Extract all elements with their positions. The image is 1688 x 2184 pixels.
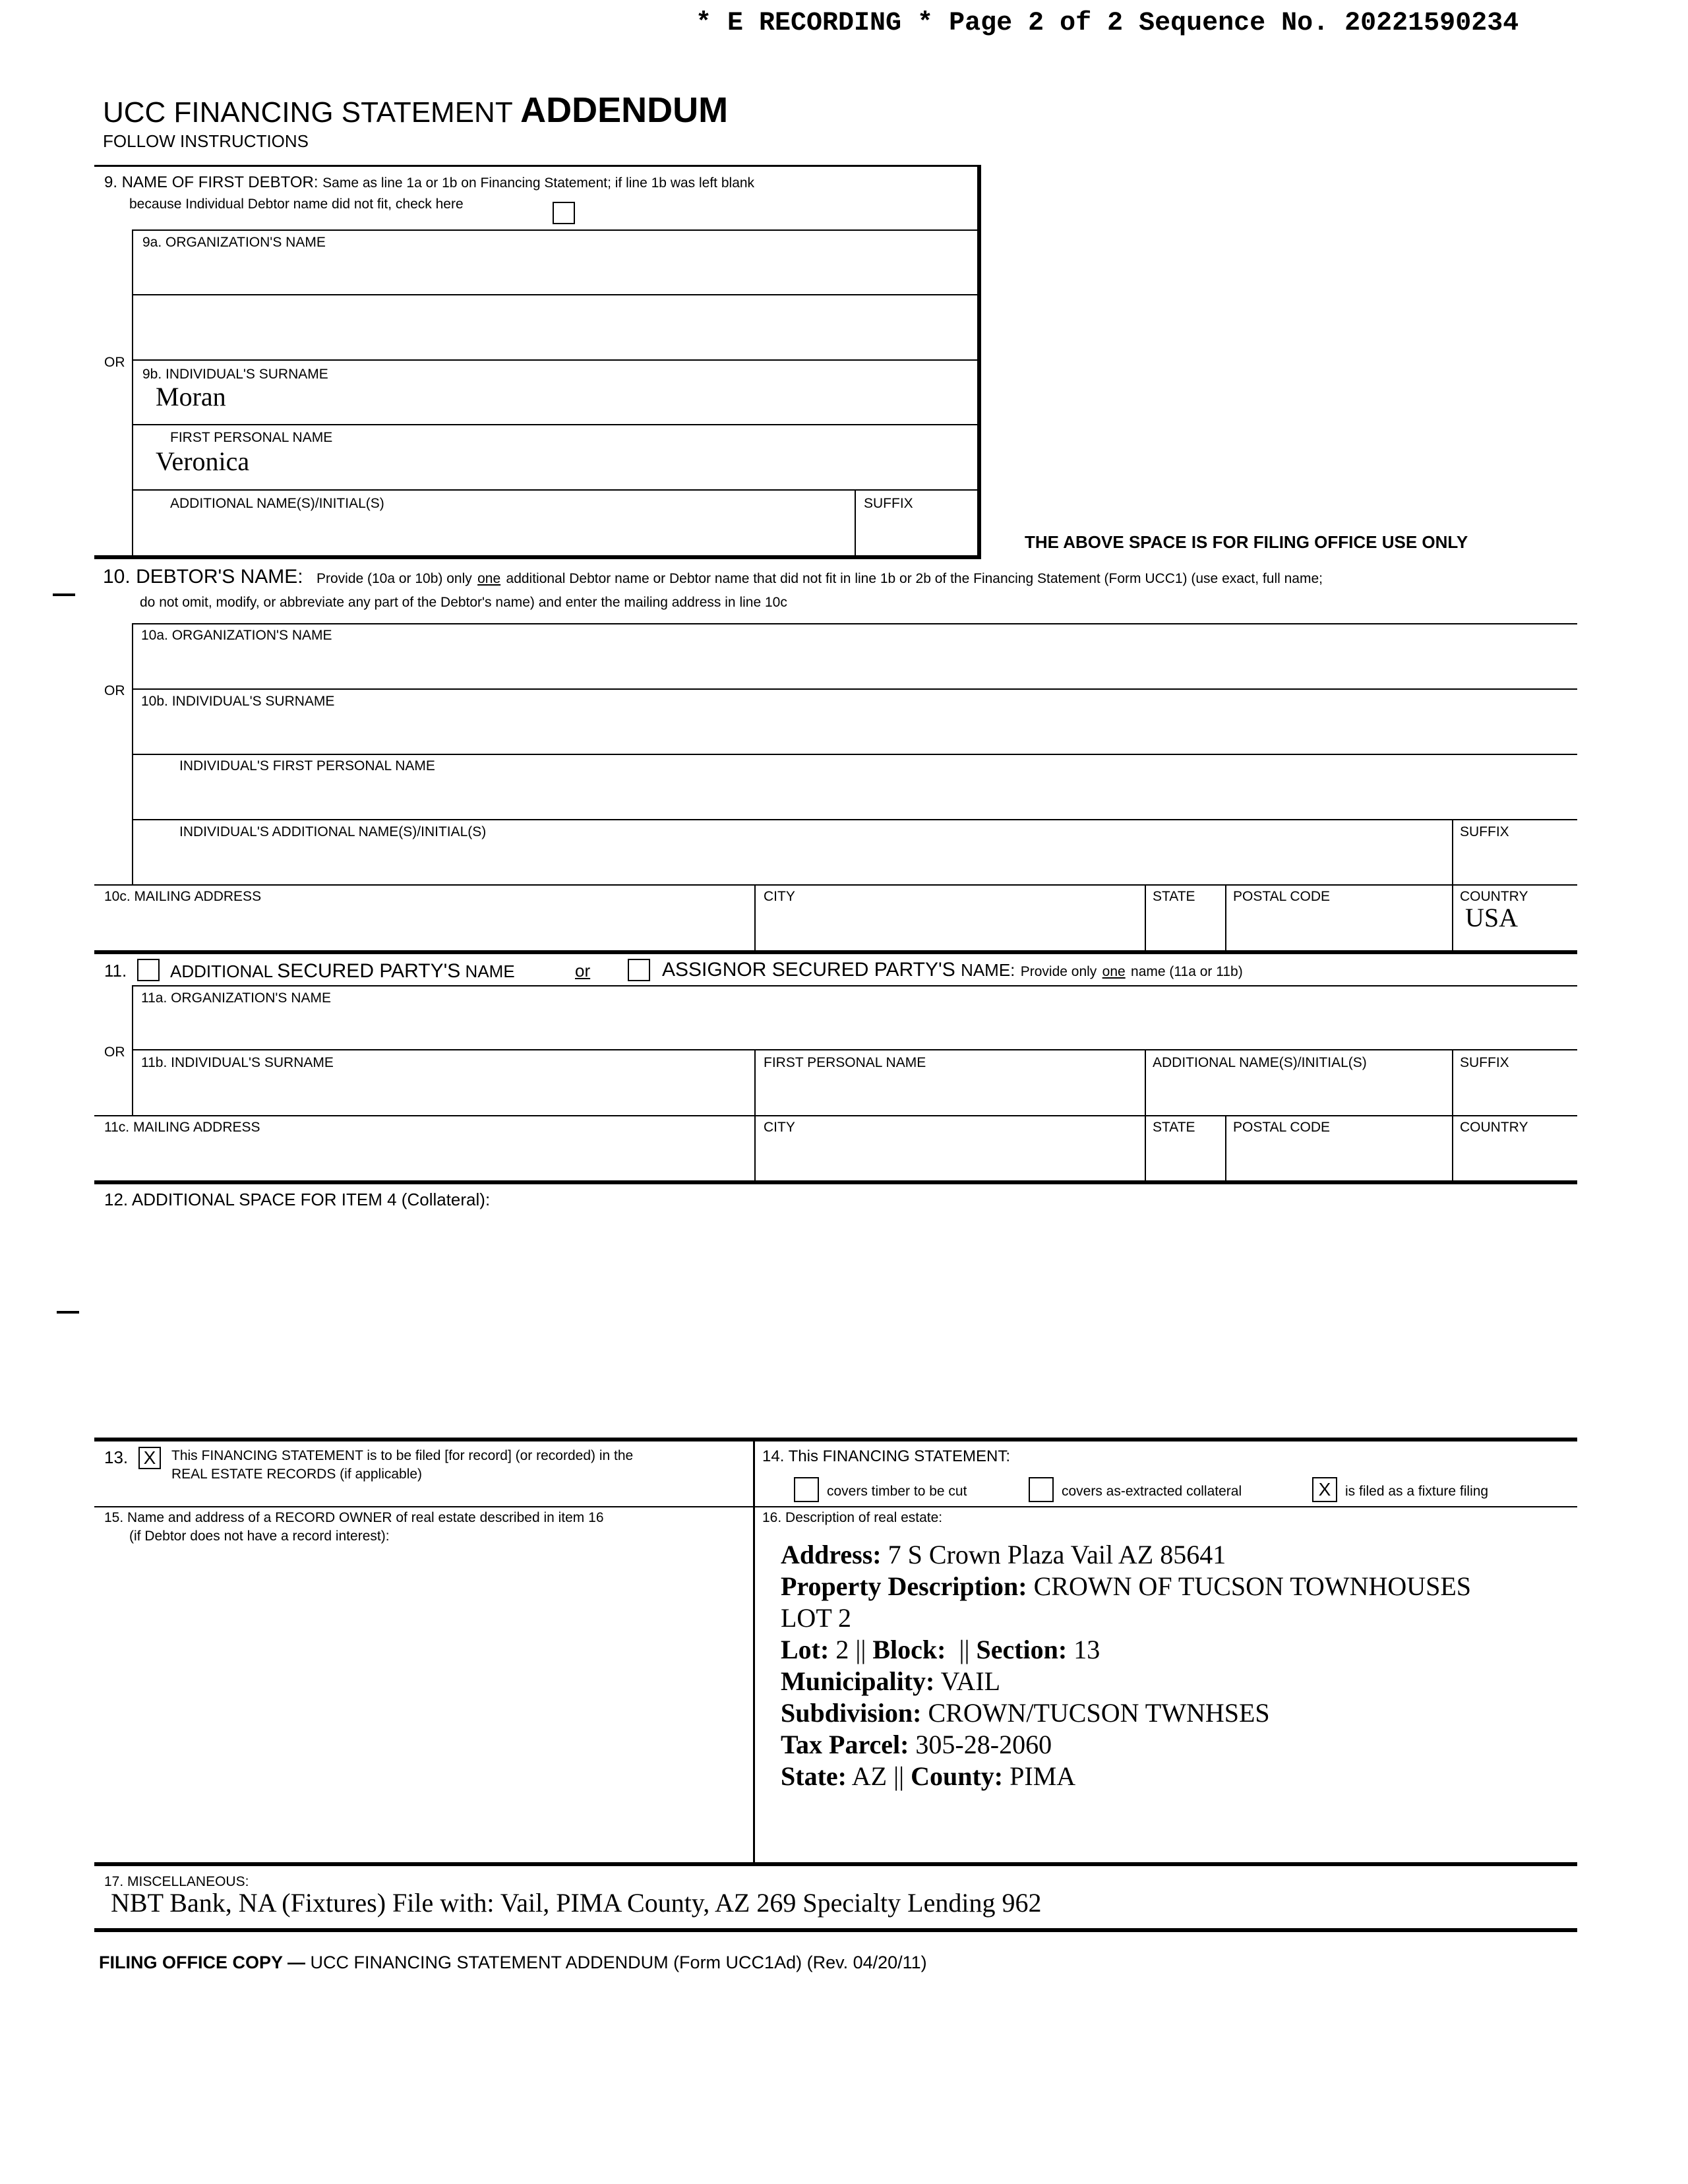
item16-municipality-line (781, 1666, 1000, 1697)
item9a-label: 9a. ORGANIZATION'S NAME (142, 235, 326, 250)
item11-assignor-a: ASSIGNOR SECURED PARTY'S (662, 959, 955, 981)
item11-or: or (575, 961, 591, 981)
item10-first-input[interactable] (179, 778, 1564, 811)
margin-tick (57, 1311, 79, 1314)
item16-block-value: || (952, 1635, 970, 1664)
item9-suffix-label: SUFFIX (864, 496, 913, 511)
form-title (103, 91, 728, 130)
item9-first-value[interactable]: Veronica (156, 446, 250, 476)
item10-heading (103, 566, 1323, 588)
item14-fixture-checkbox[interactable]: X (1312, 1477, 1337, 1502)
item17-label: 17. MISCELLANEOUS: (104, 1874, 249, 1889)
item16-property-line2: LOT 2 (781, 1603, 852, 1633)
item9-heading-rest: Same as line 1a or 1b on Financing Statement; if line 1b was left blank (322, 175, 755, 191)
item10-additional-label: INDIVIDUAL'S ADDITIONAL NAME(S)/INITIAL(S) (179, 824, 487, 839)
item10c-label: 10c. MAILING ADDRESS (104, 889, 262, 904)
item16-subdivision-line (781, 1697, 1270, 1728)
item13-checkbox[interactable]: X (138, 1447, 161, 1469)
recording-header: * E RECORDING * Page 2 of 2 Sequence No. 20221590234 (696, 9, 1519, 38)
item16-property-label: Property Description: (781, 1571, 1027, 1601)
item11a-input[interactable] (141, 1010, 1565, 1043)
item11-additional-label (170, 960, 515, 982)
item15-record-owner-area[interactable] (104, 1551, 744, 1854)
item16-county-value: PIMA (1010, 1761, 1076, 1791)
item12-label (104, 1190, 490, 1209)
item10-num: 10. (103, 566, 131, 588)
item11-city-label: CITY (764, 1120, 795, 1135)
item10-heading-b: additional Debtor name or Debtor name that did not fit in line 1b or 2b of the Financing Statement (Form UCC1) (use exact, full name; (506, 571, 1323, 586)
item16-state-county-line (781, 1761, 1075, 1792)
item16-section-label: Section: (976, 1635, 1068, 1664)
item11-country-label: COUNTRY (1460, 1120, 1528, 1135)
item16-municipality-value: VAIL (940, 1666, 1000, 1696)
item11-assignor-b: NAME: (961, 960, 1015, 980)
item11-provide-one: one (1102, 964, 1126, 979)
item11-suffix-label: SUFFIX (1460, 1055, 1509, 1070)
form-title-main: ADDENDUM (520, 90, 729, 130)
item10-postal-label: POSTAL CODE (1233, 889, 1331, 904)
item17-value[interactable]: NBT Bank, NA (Fixtures) File with: Vail, PIMA County, AZ 269 Specialty Lending 962 (111, 1888, 1042, 1918)
item11-state-label: STATE (1153, 1120, 1195, 1135)
item16-address-line (781, 1539, 1226, 1570)
item9-additional-label: ADDITIONAL NAME(S)/INITIAL(S) (170, 496, 384, 511)
item9-heading-num: 9. NAME OF FIRST DEBTOR: (104, 173, 318, 191)
item16-municipality-label: Municipality: (781, 1666, 935, 1696)
item10-heading-one: one (477, 571, 501, 586)
item10a-input[interactable] (141, 649, 1565, 682)
item12-collateral-area[interactable] (104, 1220, 1568, 1431)
item11-additional-b: SECURED PARTY'S (277, 960, 461, 982)
item10-city-label: CITY (764, 889, 795, 904)
form-title-prefix: UCC FINANCING STATEMENT (103, 96, 512, 129)
item16-tax-line (781, 1729, 1052, 1760)
item10b-label: 10b. INDIVIDUAL'S SURNAME (141, 694, 335, 709)
item16-state-value: AZ || (851, 1761, 905, 1791)
item14-opt3: is filed as a fixture filing (1345, 1484, 1489, 1499)
footer-rest: UCC FINANCING STATEMENT ADDENDUM (Form UCC1Ad) (Rev. 04/20/11) (310, 1953, 927, 1972)
item11-additional-checkbox[interactable] (137, 959, 160, 981)
item10-state-label: STATE (1153, 889, 1195, 904)
item13-num: 13. (104, 1447, 129, 1467)
item11-provide-b: name (11a or 11b) (1131, 964, 1243, 979)
item10-first-label: INDIVIDUAL'S FIRST PERSONAL NAME (179, 758, 435, 774)
item16-section-value: 13 (1073, 1635, 1100, 1664)
item16-tax-value: 305-28-2060 (915, 1730, 1052, 1759)
item9-first-label: FIRST PERSONAL NAME (170, 430, 333, 445)
item11-assignor-checkbox[interactable] (628, 959, 650, 981)
form-footer (99, 1953, 927, 1973)
item9b-label: 9b. INDIVIDUAL'S SURNAME (142, 367, 328, 382)
item10-heading-big: DEBTOR'S NAME: (136, 566, 303, 588)
item10-heading-line2: do not omit, modify, or abbreviate any part of the Debtor's name) and enter the mailing address in line 10c (140, 595, 787, 610)
item11b-label: 11b. INDIVIDUAL'S SURNAME (141, 1055, 334, 1070)
item14-timber-checkbox[interactable] (794, 1477, 819, 1502)
item14-asextracted-checkbox[interactable] (1029, 1477, 1054, 1502)
item16-block-label: Block: (872, 1635, 946, 1664)
item10-suffix-label: SUFFIX (1460, 824, 1509, 839)
item13-text-line2: REAL ESTATE RECORDS (if applicable) (171, 1467, 423, 1482)
item9a-continuation[interactable] (142, 301, 967, 353)
filing-office-use-note: THE ABOVE SPACE IS FOR FILING OFFICE USE ONLY (1025, 532, 1468, 552)
item10-country-value[interactable]: USA (1465, 903, 1519, 932)
item16-subdivision-label: Subdivision: (781, 1698, 922, 1728)
item12-label-a: 12. ADDITIONAL SPACE FOR ITEM 4 (104, 1190, 397, 1209)
item13-text-line1: This FINANCING STATEMENT is to be filed [for record] (or recorded) in the (171, 1448, 634, 1463)
item9-or: OR (104, 355, 125, 370)
item9-checkbox[interactable] (553, 202, 575, 224)
item14-label: 14. This FINANCING STATEMENT: (762, 1447, 1011, 1465)
item11-postal-label: POSTAL CODE (1233, 1120, 1331, 1135)
item11-provide-a: Provide only (1020, 964, 1097, 979)
item16-lot-line (781, 1634, 1100, 1665)
item11-first-label: FIRST PERSONAL NAME (764, 1055, 926, 1070)
item16-property-value: CROWN OF TUCSON TOWNHOUSES (1033, 1571, 1472, 1601)
item11-or-label: OR (104, 1045, 125, 1060)
item11c-label: 11c. MAILING ADDRESS (104, 1120, 260, 1135)
item11-additional-c: NAME (465, 961, 515, 981)
item16-address-label: Address: (781, 1540, 882, 1569)
item16-subdivision-value: CROWN/TUCSON TWNHSES (928, 1698, 1270, 1728)
item9b-surname-value[interactable]: Moran (156, 382, 226, 411)
item11-additional-a: ADDITIONAL (170, 961, 273, 981)
item16-property-line (781, 1571, 1471, 1602)
item16-lot-label: Lot: (781, 1635, 829, 1664)
item10-or: OR (104, 683, 125, 698)
item16-label: 16. Description of real estate: (762, 1510, 943, 1525)
item14-opt1: covers timber to be cut (827, 1484, 967, 1499)
item11a-label: 11a. ORGANIZATION'S NAME (141, 990, 331, 1006)
item16-county-label: County: (911, 1761, 1004, 1791)
item11-additional-name-label: ADDITIONAL NAME(S)/INITIAL(S) (1153, 1055, 1367, 1070)
item14-opt2: covers as-extracted collateral (1062, 1484, 1242, 1499)
item15-line1: 15. Name and address of a RECORD OWNER of real estate described in item 16 (104, 1510, 604, 1525)
item12-label-b: (Collateral): (401, 1190, 491, 1209)
item15-line2: (if Debtor does not have a record interest): (129, 1529, 390, 1544)
item10a-label: 10a. ORGANIZATION'S NAME (141, 628, 332, 643)
footer-bold: FILING OFFICE COPY — (99, 1953, 306, 1972)
follow-instructions: FOLLOW INSTRUCTIONS (103, 131, 309, 151)
item10b-input[interactable] (141, 713, 1565, 746)
item11-num: 11. (104, 961, 127, 981)
margin-tick (53, 593, 75, 596)
item16-address-value: 7 S Crown Plaza Vail AZ 85641 (888, 1540, 1226, 1569)
item16-state-label: State: (781, 1761, 847, 1791)
item10-heading-a: Provide (10a or 10b) only (316, 571, 472, 586)
item9-heading (104, 174, 754, 191)
item11-assignor-label (662, 959, 1243, 981)
item10-country-label: COUNTRY (1460, 889, 1528, 904)
item16-tax-label: Tax Parcel: (781, 1730, 909, 1759)
item9-heading-line2: because Individual Debtor name did not fit, check here (129, 197, 464, 212)
item16-lot-value: 2 || (835, 1635, 866, 1664)
item9a-input[interactable] (142, 257, 967, 284)
